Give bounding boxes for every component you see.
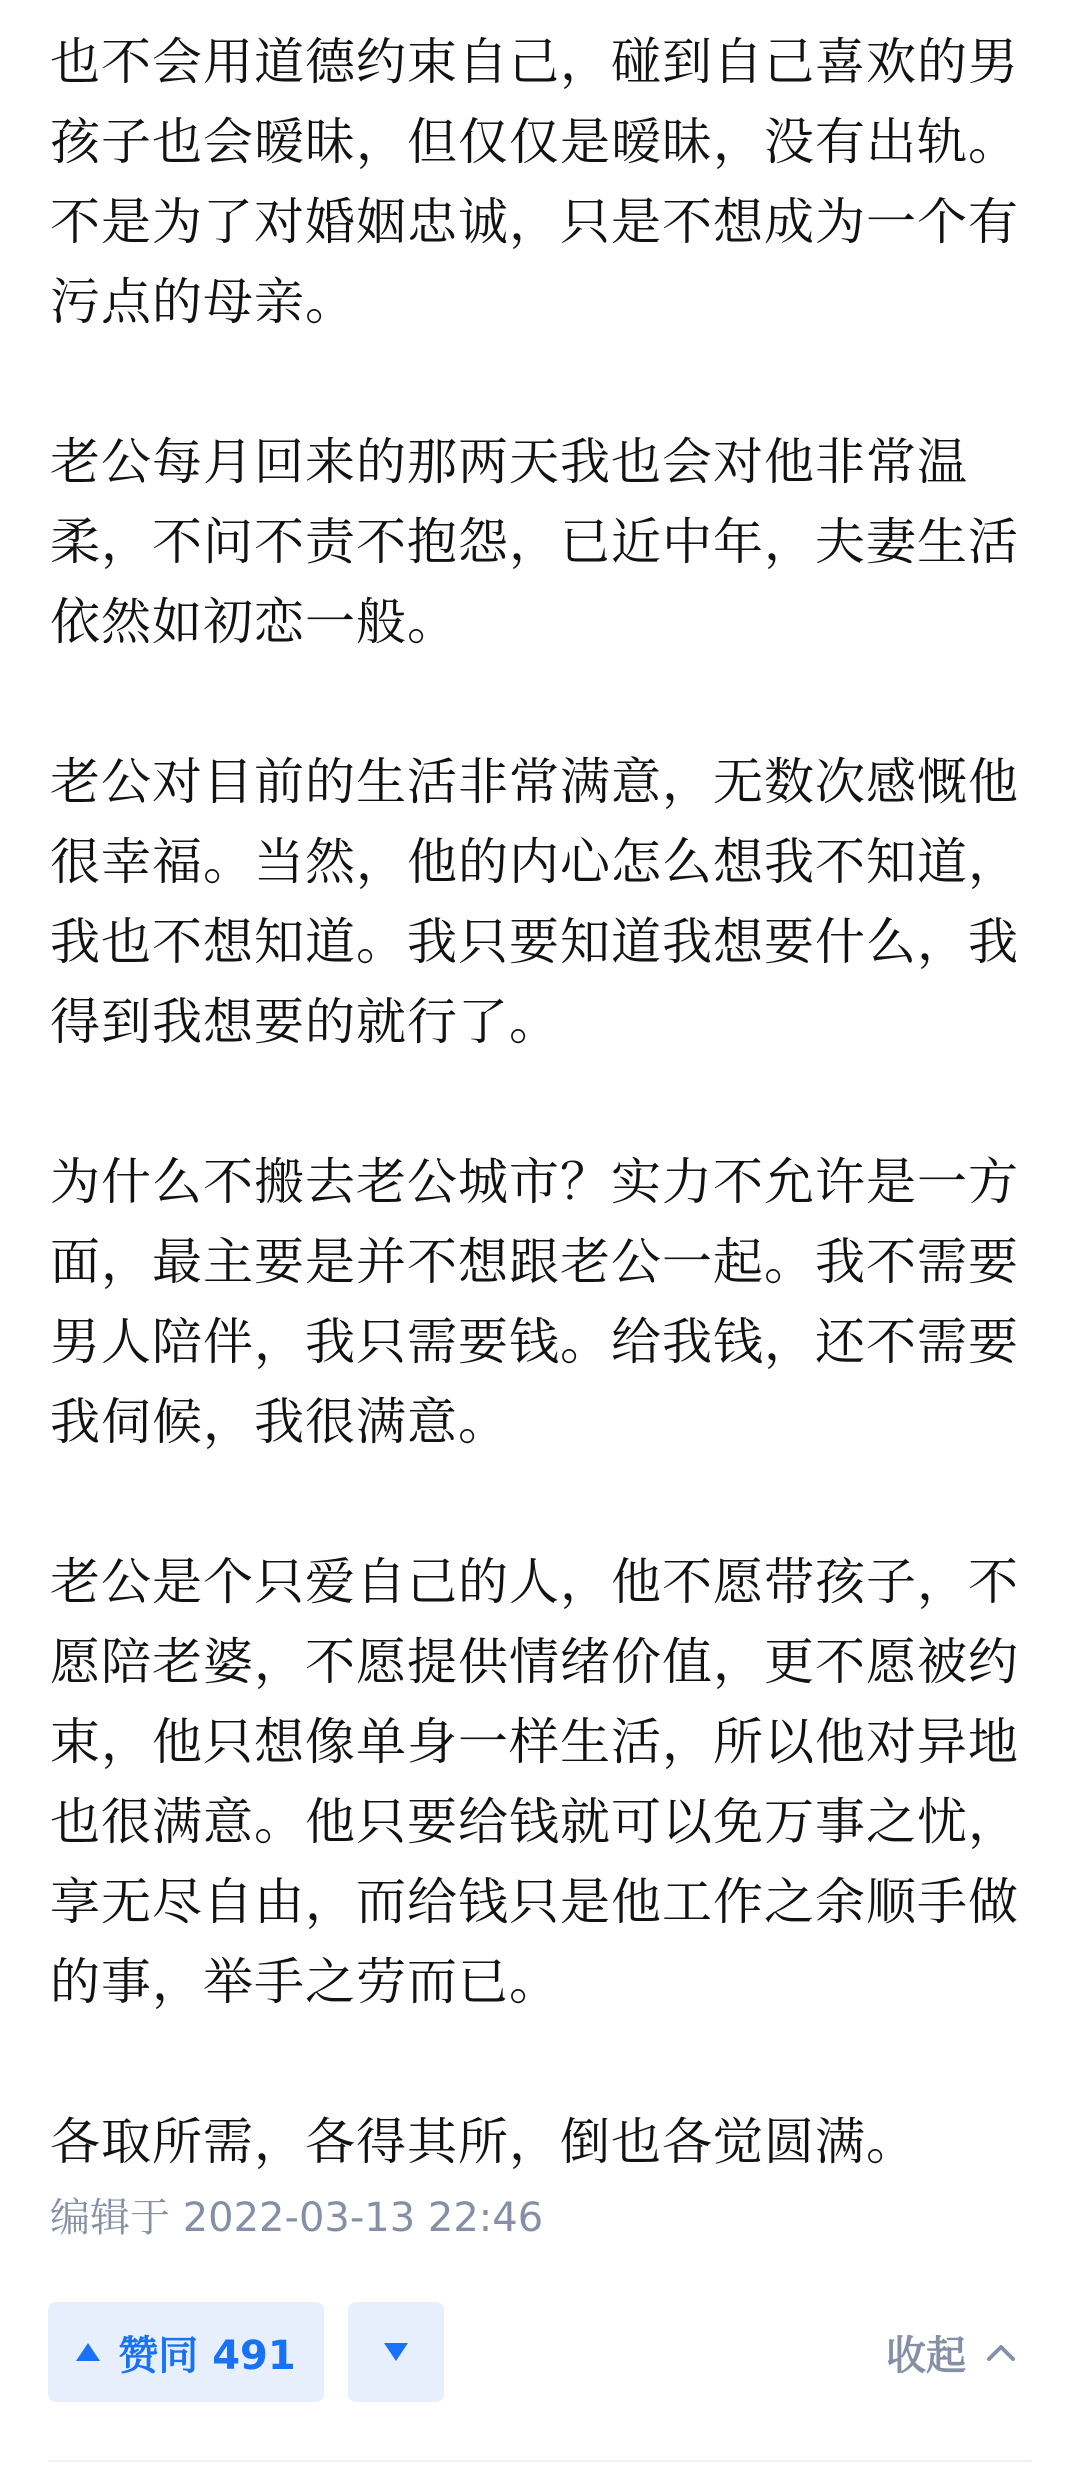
upvote-label: 赞同 491: [118, 2332, 296, 2379]
collapse-button[interactable]: [886, 2302, 1016, 2402]
answer-paragraph: 老公是个只爱自己的人，他不愿带孩子，不愿陪老婆，不愿提供情绪价值，更不愿被约束，他只想像单身一样生活，所以他对异地也很满意。他只要给钱就可以免万事之忧，享无尽自由，而给钱只是他工作之余顺手做的事，举手之劳而已。: [50, 1553, 1019, 2011]
downvote-button[interactable]: [348, 2302, 444, 2402]
collapse-label: 收起: [886, 2332, 966, 2379]
divider: [48, 2460, 1032, 2462]
answer-paragraph: 老公对目前的生活非常满意，无数次感慨他很幸福。当然，他的内心怎么想我不知道，我也不想知道。我只要知道我想要什么，我得到我想要的就行了。: [50, 753, 1019, 1051]
chevron-up-icon: [986, 2342, 1016, 2362]
answer-content: [50, 22, 1030, 2182]
answer-paragraph: 为什么不搬去老公城市？实力不允许是一方面，最主要是并不想跟老公一起。我不需要男人陪伴，我只需要钱。给我钱，还不需要我伺候，我很满意。: [50, 1153, 1019, 1451]
upvote-button[interactable]: [48, 2302, 324, 2402]
answer-paragraph: 也不会用道德约束自己，碰到自己喜欢的男孩子也会暧昧，但仅仅是暧昧，没有出轨。不是为了对婚姻忠诚，只是不想成为一个有污点的母亲。: [50, 33, 1019, 331]
edited-timestamp: 编辑于 2022-03-13 22:46: [50, 2195, 544, 2241]
downvote-arrow-icon: [384, 2343, 408, 2361]
answer-paragraph: 各取所需，各得其所，倒也各觉圆满。: [50, 2113, 917, 2171]
answer-actions-bar: [48, 2302, 1032, 2402]
upvote-arrow-icon: [76, 2343, 100, 2361]
answer-paragraph: 老公每月回来的那两天我也会对他非常温柔，不问不责不抱怨，已近中年，夫妻生活依然如初恋一般。: [50, 433, 1019, 651]
